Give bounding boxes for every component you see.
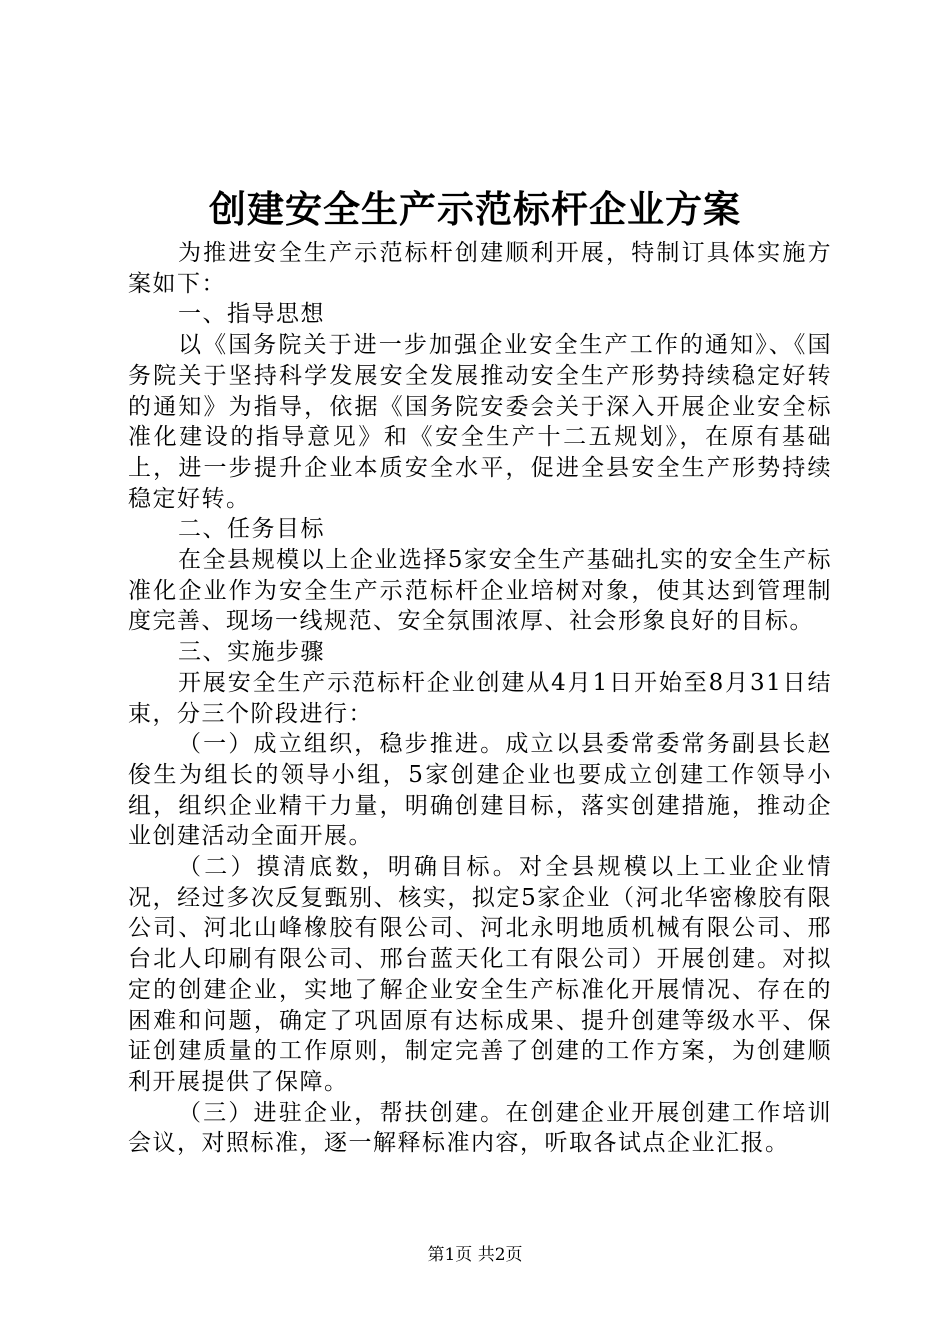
paragraph-step-two: （二）摸清底数，明确目标。对全县规模以上工业企业情况，经过多次反复甄别、核实，拟定5家企业（河北华密橡胶有限公司、河北山峰橡胶有限公司、河北永明地质机械有限公司、邢台北人印刷有限公司、邢台蓝天化工有限公司）开展创建。对拟定的创建企业，实地了解企业安全生产标准化开展情况、存在的困难和问题，确定了巩固原有达标成果、提升创建等级水平、保证创建质量的工作原则，制定完善了创建的工作方案，为创建顺利开展提供了保障。 (128, 854, 832, 1095)
page-footer: 第1页 共2页 (427, 1245, 523, 1265)
section-heading-task-goals: 二、任务目标 (178, 516, 325, 543)
section-heading-implementation-steps: 三、实施步骤 (178, 639, 325, 666)
paragraph-step-one: （一）成立组织，稳步推进。成立以县委常委常务副县长赵俊生为组长的领导小组，5家创建企业也要成立创建工作领导小组，组织企业精干力量，明确创建目标，落实创建措施，推动企业创建活动全面开展。 (128, 731, 832, 850)
intro-paragraph: 为推进安全生产示范标杆创建顺利开展，特制订具体实施方案如下： (128, 240, 832, 297)
section-heading-guiding-thought: 一、指导思想 (178, 301, 325, 328)
paragraph-task-goals: 在全县规模以上企业选择5家安全生产基础扎实的安全生产标准化企业作为安全生产示范标杆企业培树对象，使其达到管理制度完善、现场一线规范、安全氛围浓厚、社会形象良好的目标。 (128, 547, 832, 635)
paragraph-step-three: （三）进驻企业，帮扶创建。在创建企业开展创建工作培训会议，对照标准，逐一解释标准内容，听取各试点企业汇报。 (128, 1099, 832, 1157)
paragraph-guiding-thought: 以《国务院关于进一步加强企业安全生产工作的通知》、《国务院关于坚持科学发展安全发展推动安全生产形势持续稳定好转的通知》为指导，依据《国务院安委会关于深入开展企业安全标准化建设的指导意见》和《安全生产十二五规划》，在原有基础上，进一步提升企业本质安全水平，促进全县安全生产形势持续稳定好转。 (128, 332, 832, 512)
paragraph-implementation-intro: 开展安全生产示范标杆企业创建从4月1日开始至8月31日结束，分三个阶段进行： (128, 669, 832, 727)
document-body (128, 238, 832, 1159)
document-title: 创建安全生产示范标杆企业方案 (209, 187, 741, 231)
